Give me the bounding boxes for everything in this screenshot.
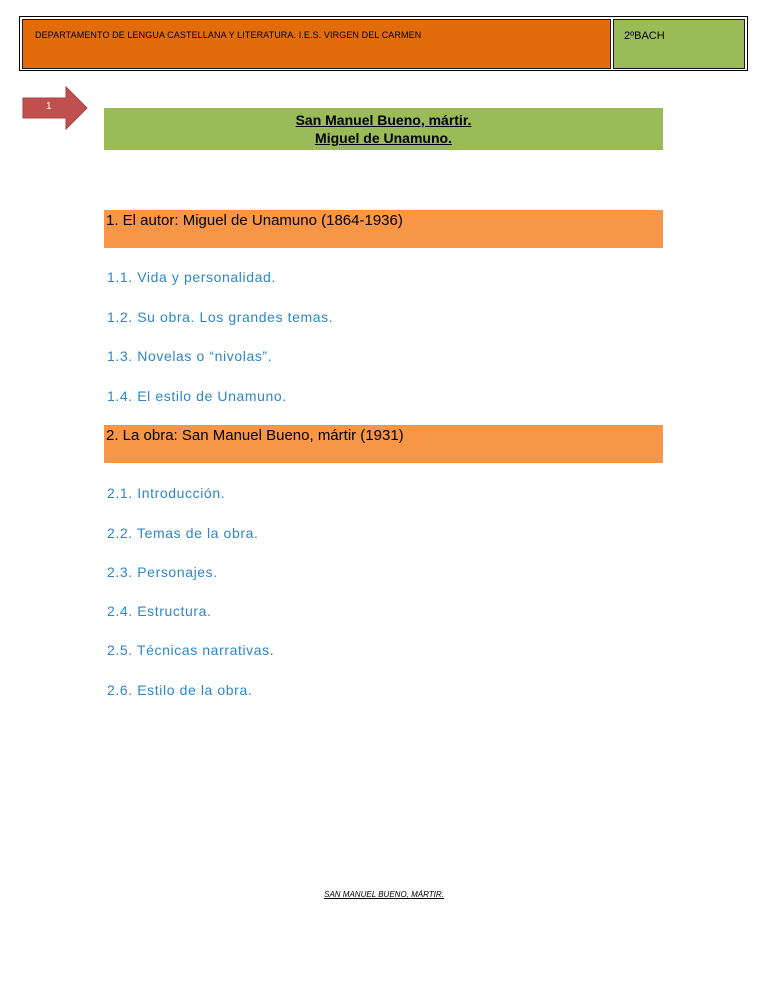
list-item: 2.3. Personajes.	[107, 564, 218, 580]
document-title: San Manuel Bueno, mártir.	[295, 112, 472, 128]
list-item: 2.5. Técnicas narrativas.	[107, 642, 275, 658]
document-author: Miguel de Unamuno.	[315, 130, 452, 146]
list-item: 2.1. Introducción.	[107, 485, 226, 501]
section-heading-text: 2. La obra: San Manuel Bueno, mártir (1931)	[106, 427, 404, 444]
header-department-text: DEPARTAMENTO DE LENGUA CASTELLANA Y LITERATURA. I.E.S. VIRGEN DEL CARMEN	[35, 30, 422, 40]
header-department-cell	[22, 19, 611, 69]
header-course-cell	[613, 19, 745, 69]
page-arrow-icon	[22, 86, 88, 130]
section-heading-2	[104, 425, 663, 463]
header-course-text: 2ºBACH	[624, 30, 665, 42]
section-heading-text: 1. El autor: Miguel de Unamuno (1864-1936)	[106, 212, 403, 229]
list-item: 1.2. Su obra. Los grandes temas.	[107, 309, 334, 325]
title-box	[104, 108, 663, 150]
list-item: 2.2. Temas de la obra.	[107, 525, 259, 541]
list-item: 2.4. Estructura.	[107, 603, 212, 619]
page-footer: SAN MANUEL BUENO, MÁRTIR.	[324, 890, 444, 899]
section-heading-1	[104, 210, 663, 248]
list-item: 1.1. Vida y personalidad.	[107, 269, 276, 285]
page-number: 1	[46, 101, 52, 112]
list-item: 1.4. El estilo de Unamuno.	[107, 388, 287, 404]
list-item: 2.6. Estilo de la obra.	[107, 682, 253, 698]
list-item: 1.3. Novelas o “nivolas”.	[107, 348, 273, 364]
